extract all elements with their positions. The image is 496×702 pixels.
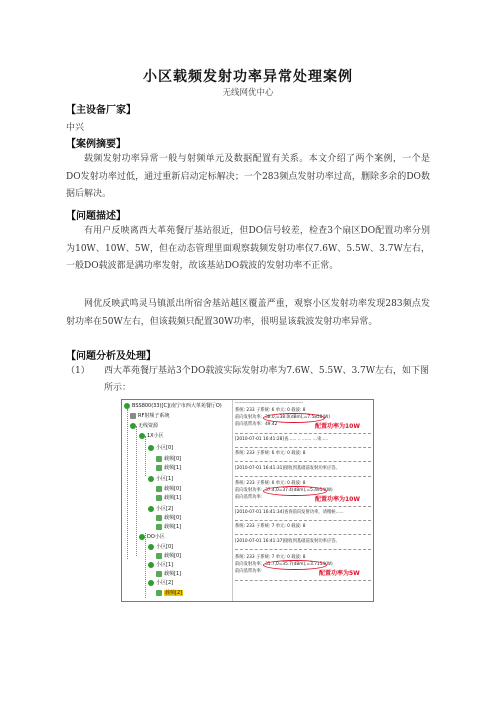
log-line: 系统: 233 子系统: 7 单元: 0 载波: 8 [235, 524, 306, 529]
summary-paragraph: 载频发射功率异常一般与射频单元及数据配置有关系。本文介绍了两个案例，一个是DO发射功率过低，通过重新启动定标解决；一个283频点发射功率过高，删除多余的DO数据后解决。 [66, 154, 430, 199]
tree-node-rf[interactable]: RF射频子系统 [130, 412, 169, 421]
log-separator [235, 461, 371, 462]
node-icon [148, 506, 154, 512]
carrier-icon [156, 495, 162, 501]
resource-tree [122, 400, 233, 601]
log-line: 前向发射功率：37.4,0=37.4(dBm),=5.4954(W) [235, 488, 333, 493]
problem-heading: 【问题描述】 [66, 211, 126, 222]
bts-icon [124, 403, 130, 409]
log-line: 前向发射功率：35.7,0=35.7(dBm),=3.7154(W) [235, 562, 333, 567]
tree-node-do[interactable]: DO小区 [139, 533, 165, 542]
log-line: 系统: 233 子系统: 7 单元: 0 载波: 8 [235, 555, 306, 560]
node-icon [139, 534, 145, 540]
node-icon [130, 423, 136, 429]
folder-icon [130, 413, 136, 419]
log-line: [2010-07-01 16:41:34]查询前向发射功率，请稍候...... [235, 510, 344, 515]
log-separator [235, 447, 371, 448]
annotation-label: 配置功率为5W [319, 570, 360, 577]
document-subtitle: 无线网优中心 [222, 88, 274, 98]
document-title: 小区载频发射功率异常处理案例 [143, 69, 353, 85]
node-icon [148, 476, 154, 482]
log-line: 系统: 233 子系统: 6 单元: 0 载波: 8 [235, 451, 306, 456]
tree-carrier[interactable]: 载频[0] [156, 552, 181, 561]
carrier-icon [156, 486, 162, 492]
log-separator [235, 506, 371, 507]
node-icon [148, 445, 154, 451]
carrier-icon [156, 553, 162, 559]
log-separator [235, 534, 371, 535]
log-line: 前向发射功率：38.0,=38.0(dBm),=7.5858(W) [235, 415, 330, 420]
vendor-heading: 【主设备厂家】 [66, 105, 136, 116]
problem-paragraph-1: 有用户反映离西大革苑餐厅基站很近，但DO信号较差，检查3个扇区DO配置功率分别为10W、10W、5W，但在动态管理里面观察载频发射功率仅7.6W、5.5W、3.7W左右，一般DO载波都是满功率发射，故该基站DO载波的发射功率不正常。 [66, 226, 430, 271]
item-text: 西大革苑餐厅基站3个DO载波实际发射功率为7.6W、5.5W、3.7W左右，如下图所示： [104, 366, 430, 393]
tree-connector [136, 426, 137, 556]
screenshot-figure [121, 399, 374, 602]
node-icon [148, 580, 154, 586]
carrier-icon [156, 515, 162, 521]
tree-cell[interactable]: 小区[0] [148, 543, 173, 552]
tree-cell[interactable]: 小区[2] [148, 505, 173, 514]
log-line: 前向基带功率： [235, 495, 266, 500]
tree-carrier[interactable]: 载频[0] [156, 514, 181, 523]
problem-paragraph-2: 网优反映武鸣灵马镇派出所宿舍基站越区覆盖严重，观察小区发射功率发现283频点发射功率在50W左右，但该载频只配置30W功率，很明显该载波发射功率异常。 [66, 299, 430, 327]
tree-cell[interactable]: 小区[0] [148, 444, 173, 453]
carrier-icon [156, 465, 162, 471]
node-icon [139, 433, 145, 439]
log-separator [235, 580, 371, 581]
log-line: 系统: 233 子系统: 6 单元: 0 载波: 8 [235, 408, 306, 413]
tree-cell[interactable]: 小区[1] [148, 561, 173, 570]
carrier-icon [156, 571, 162, 577]
log-separator [235, 433, 371, 434]
tree-cell[interactable]: 小区[2] [148, 579, 173, 588]
log-line: [2010-07-01 16:41:31]接收到基础前发射功率应答。 [235, 466, 340, 471]
tree-carrier[interactable]: 载频[1] [156, 570, 181, 579]
tree-root[interactable]: BSS800(33)[C](南宁市西大革苑餐厅O) [124, 402, 222, 411]
log-separator [235, 476, 371, 477]
tree-carrier[interactable]: 载频[0] [156, 455, 181, 464]
log-separator-text: -------------------------------------------- [235, 401, 304, 406]
carrier-icon [156, 524, 162, 530]
log-panel [233, 400, 373, 601]
tree-connector [145, 533, 146, 598]
tree-carrier[interactable]: 载频[1] [156, 494, 181, 503]
summary-heading: 【案例摘要】 [66, 139, 126, 150]
annotation-label: 配置功率为10W [315, 496, 360, 503]
carrier-icon [156, 590, 162, 596]
log-line: 前向基带功率：49.42 [235, 422, 278, 427]
item-number: （1） [66, 366, 90, 376]
tree-carrier[interactable]: 载频[1] [156, 464, 181, 473]
vendor-text: 中兴 [66, 123, 85, 133]
node-icon [148, 562, 154, 568]
log-line: 前向基带功率： [235, 569, 266, 574]
tree-carrier-selected[interactable]: 载频[2] [156, 589, 183, 598]
tree-cell[interactable]: 小区[1] [148, 475, 173, 484]
log-separator [235, 549, 371, 550]
log-line: [2010-07-01 16:41:28]查...... .. ....... ...束..... [235, 437, 329, 442]
log-line: 系统: 233 子系统: 6 单元: 0 载波: 8 [235, 481, 306, 486]
carrier-icon [156, 456, 162, 462]
tree-connector [127, 409, 128, 559]
tree-carrier[interactable]: 载频[0] [156, 485, 181, 494]
node-icon [148, 544, 154, 550]
annotation-label: 配置功率为10W [315, 423, 360, 430]
highlight-oval [263, 560, 327, 570]
tree-carrier[interactable]: 载频[1] [156, 523, 181, 532]
tree-connector [145, 436, 146, 476]
tree-node-wireless[interactable]: 无线资源 [130, 422, 158, 431]
log-separator [235, 520, 371, 521]
log-line: [2010-07-01 16:41:37]接收到基础前发射功率应答。 [235, 539, 340, 544]
tree-node-1x[interactable]: 1X小区 [139, 432, 164, 441]
analysis-heading: 【问题分析及处理】 [66, 351, 156, 362]
